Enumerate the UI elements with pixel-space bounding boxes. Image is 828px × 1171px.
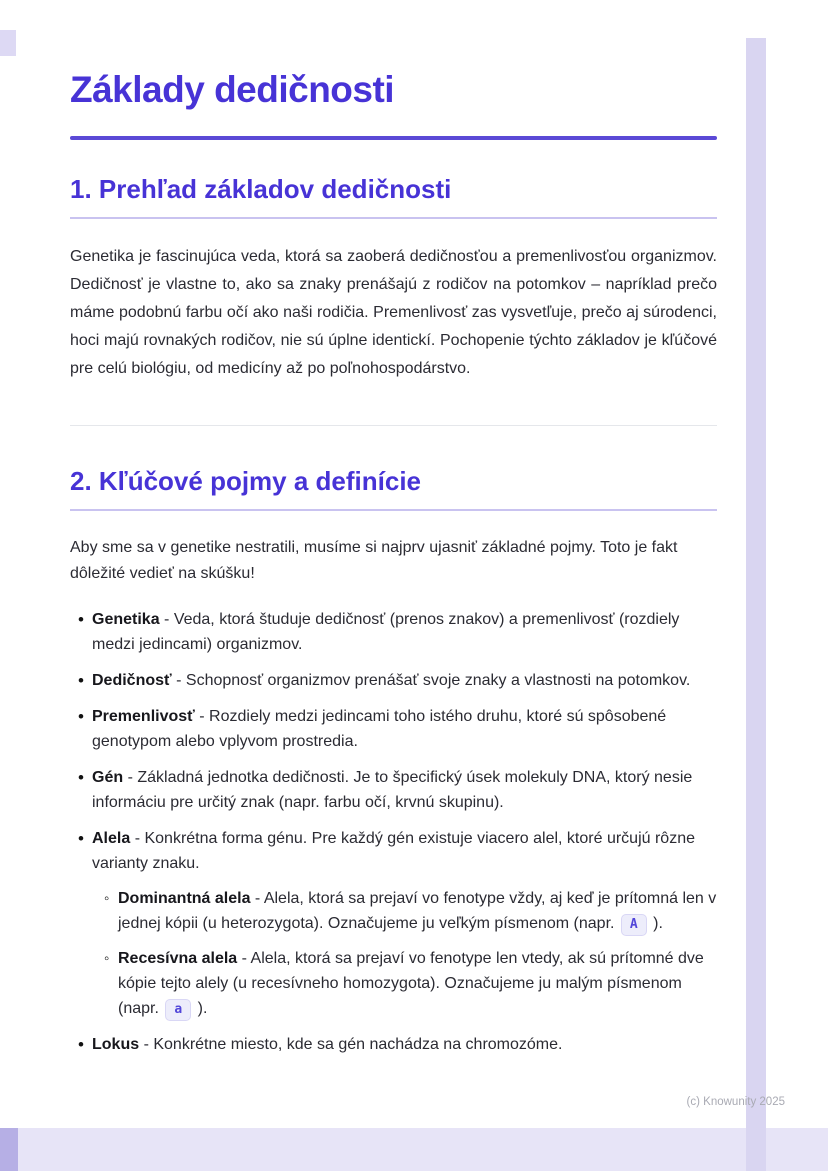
sub-list-item: [104, 886, 717, 936]
bullet-icon: •: [78, 671, 84, 690]
definition-body: - Základná jednotka dedičnosti. Je to špecifický úsek molekuly DNA, ktorý nesie informáciu pre určitý znak (napr. farbu očí, krvnú skupinu).: [92, 769, 693, 811]
section-heading-2: 2. Kľúčové pojmy a definície: [70, 466, 717, 511]
term-label: Gén: [92, 769, 124, 786]
list-item: [78, 704, 717, 754]
bullet-icon: •: [78, 829, 84, 848]
definition-body: - Veda, ktorá študuje dedičnosť (prenos znakov) a premenlivosť (rozdiely medzi jedincami) organizmov.: [92, 611, 680, 653]
term-label: Genetika: [92, 611, 160, 628]
definition-body: - Rozdiely medzi jedincami toho istého druhu, ktoré sú spôsobené genotypom alebo vplyvom prostredia.: [92, 708, 667, 750]
section-divider: [70, 425, 717, 426]
term-label: Dominantná alela: [118, 890, 251, 907]
list-item: [78, 1032, 717, 1057]
section-1-paragraph: Genetika je fascinujúca veda, ktorá sa zaoberá dedičnosťou a premenlivosťou organizmov. Dedičnosť je vlastne to, ako sa znaky prenášajú z rodičov na potomkov – napríklad prečo máme podobnú farbu očí ako naši rodičia. Premenlivosť zas vysvetľuje, prečo aj súrodenci, hoci majú rovnakých rodičov, nie sú úplne identickí. Pochopenie týchto základov je kľúčové pre celú biológiu, od medicíny až po poľnohospodárstvo.: [70, 248, 717, 377]
page-top-left-notch: [0, 30, 16, 56]
list-item: [78, 668, 717, 693]
definition-body: - Schopnosť organizmov prenášať svoje znaky a vlastnosti na potomkov.: [171, 672, 691, 689]
sub-bullet-icon: ◦: [104, 890, 110, 907]
bullet-icon: •: [78, 707, 84, 726]
allele-code-badge: a: [165, 999, 191, 1021]
bullet-icon: •: [78, 768, 84, 787]
sub-definition-tail: ).: [193, 1000, 208, 1017]
bullet-icon: •: [78, 610, 84, 629]
sub-definition-text: [118, 946, 717, 1021]
sub-definitions-list: [104, 886, 717, 1021]
definition-body: - Konkrétne miesto, kde sa gén nachádza na chromozóme.: [139, 1036, 563, 1053]
definition-text: [92, 668, 717, 693]
section-2-intro: Aby sme sa v genetike nestratili, musíme si najprv ujasniť základné pojmy. Toto je fakt dôležité vedieť na skúšku!: [70, 539, 678, 582]
definition-text: [92, 607, 717, 657]
bullet-icon: •: [78, 1035, 84, 1054]
page-bottom-left-corner: [0, 1128, 18, 1171]
definition-text: [92, 704, 717, 754]
title-rule: [70, 136, 717, 140]
page-bottom-band: [0, 1128, 828, 1171]
sub-definition-body: - Alela, ktorá sa prejaví vo fenotype len vtedy, ak sú prítomné dve kópie tejto alely (u recesívneho homozygota). Označujeme ju malým písmenom (napr.: [118, 950, 704, 1017]
sub-definition-body: - Alela, ktorá sa prejaví vo fenotype vždy, aj keď je prítomná len v jednej kópii (u heterozygota). Označujeme ju veľkým písmenom (napr.: [118, 890, 717, 932]
list-item: [78, 765, 717, 815]
list-item: [78, 607, 717, 657]
term-label: Premenlivosť: [92, 708, 195, 725]
page-right-stripe: [746, 38, 766, 1171]
definition-text: [92, 1032, 717, 1057]
footer-credit: (c) Knowunity 2025: [686, 1096, 785, 1108]
definition-text: [92, 765, 717, 815]
page-title: Základy dedičnosti: [70, 69, 395, 110]
term-label: Recesívna alela: [118, 950, 238, 967]
document-content: [70, 0, 717, 1068]
sub-bullet-icon: ◦: [104, 950, 110, 967]
list-item: [78, 826, 717, 1021]
definition-text: [92, 826, 717, 876]
term-label: Alela: [92, 830, 131, 847]
term-label: Lokus: [92, 1036, 140, 1053]
definition-body: - Konkrétna forma génu. Pre každý gén existuje viacero alel, ktoré určujú rôzne varianty znaku.: [92, 830, 695, 872]
sub-definition-tail: ).: [648, 915, 663, 932]
definitions-list: [78, 607, 717, 1057]
sub-list-item: [104, 946, 717, 1021]
term-label: Dedičnosť: [92, 672, 172, 689]
sub-definition-text: [118, 886, 717, 936]
section-heading-1: 1. Prehľad základov dedičnosti: [70, 174, 717, 219]
allele-code-badge: A: [621, 914, 647, 936]
